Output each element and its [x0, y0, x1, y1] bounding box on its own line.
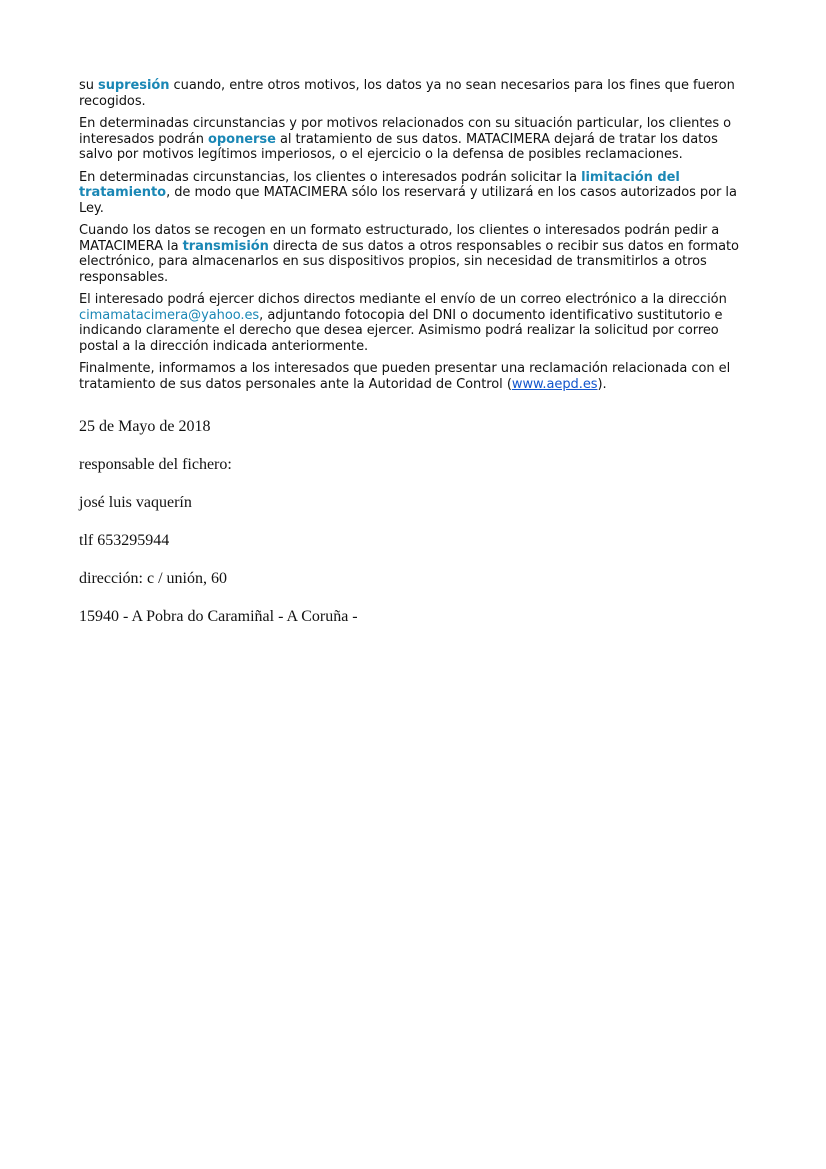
signature-name: josé luis vaquerín — [79, 494, 192, 511]
paragraph-text: En determinadas circunstancias, los clientes o interesados podrán solicitar la — [79, 169, 582, 185]
signature-address: dirección: c / unión, 60 — [79, 570, 227, 587]
document-page — [79, 78, 747, 627]
paragraph-text: , de modo que MATACIMERA sólo los reservará y utilizará en los casos autorizados por la Ley. — [79, 185, 737, 216]
keyword-limitacion: limitación del tratamiento — [79, 169, 680, 200]
signature-phone: tlf 653295944 — [79, 532, 170, 549]
signature-role: responsable del fichero: — [79, 456, 232, 473]
aepd-link[interactable]: www.aepd.es — [511, 376, 598, 392]
paragraph-text: al tratamiento de sus datos. MATACIMERA dejará de tratar los datos salvo por motivos legítimos imperiosos, o el ejercicio o la defensa de posibles reclamaciones. — [79, 131, 718, 162]
paragraph-supresion — [79, 78, 747, 109]
keyword-supresion: supresión — [98, 78, 170, 93]
paragraph-limitacion — [79, 170, 747, 217]
paragraph-ejercicio-derechos — [79, 292, 747, 354]
paragraph-text: Cuando los datos se recogen en un formato estructurado, los clientes o interesados podrán pedir a MATACIMERA la — [79, 223, 720, 254]
paragraph-text: El interesado podrá ejercer dichos directos mediante el envío de un correo electrónico a la dirección — [79, 292, 727, 307]
paragraph-text: su — [79, 78, 98, 93]
paragraph-transmision — [79, 223, 747, 285]
paragraph-text: , adjuntando fotocopia del DNI o documento identificativo sustitutorio e indicando claramente el derecho que desea ejercer. Asimismo podrá realizar la solicitud por correo postal a la dirección indicada anteriormente. — [79, 307, 723, 354]
keyword-transmision: transmisión — [182, 238, 269, 254]
keyword-oponerse: oponerse — [208, 131, 276, 147]
signature-city: 15940 - A Pobra do Caramiñal - A Coruña - — [79, 608, 358, 625]
paragraph-text: En determinadas circunstancias y por motivos relacionados con su situación particular, los clientes o interesados podrán — [79, 116, 732, 147]
paragraph-text: Finalmente, informamos a los interesados que pueden presentar una reclamación relacionada con el tratamiento de sus datos personales ante la Autoridad de Control ( — [79, 361, 731, 392]
paragraph-text: cuando, entre otros motivos, los datos ya no sean necesarios para los fines que fueron recogidos. — [79, 78, 735, 109]
paragraph-reclamacion — [79, 361, 747, 392]
signature-date: 25 de Mayo de 2018 — [79, 418, 211, 435]
signature-block — [79, 417, 747, 627]
contact-email[interactable]: cimamatacimera@yahoo.es — [79, 307, 260, 323]
paragraph-text: directa de sus datos a otros responsables o recibir sus datos en formato electrónico, para almacenarlos en sus dispositivos propios, sin necesidad de transmitirlos a otros responsables. — [79, 238, 739, 285]
paragraph-oposicion — [79, 116, 747, 163]
paragraph-text: ). — [597, 376, 607, 392]
